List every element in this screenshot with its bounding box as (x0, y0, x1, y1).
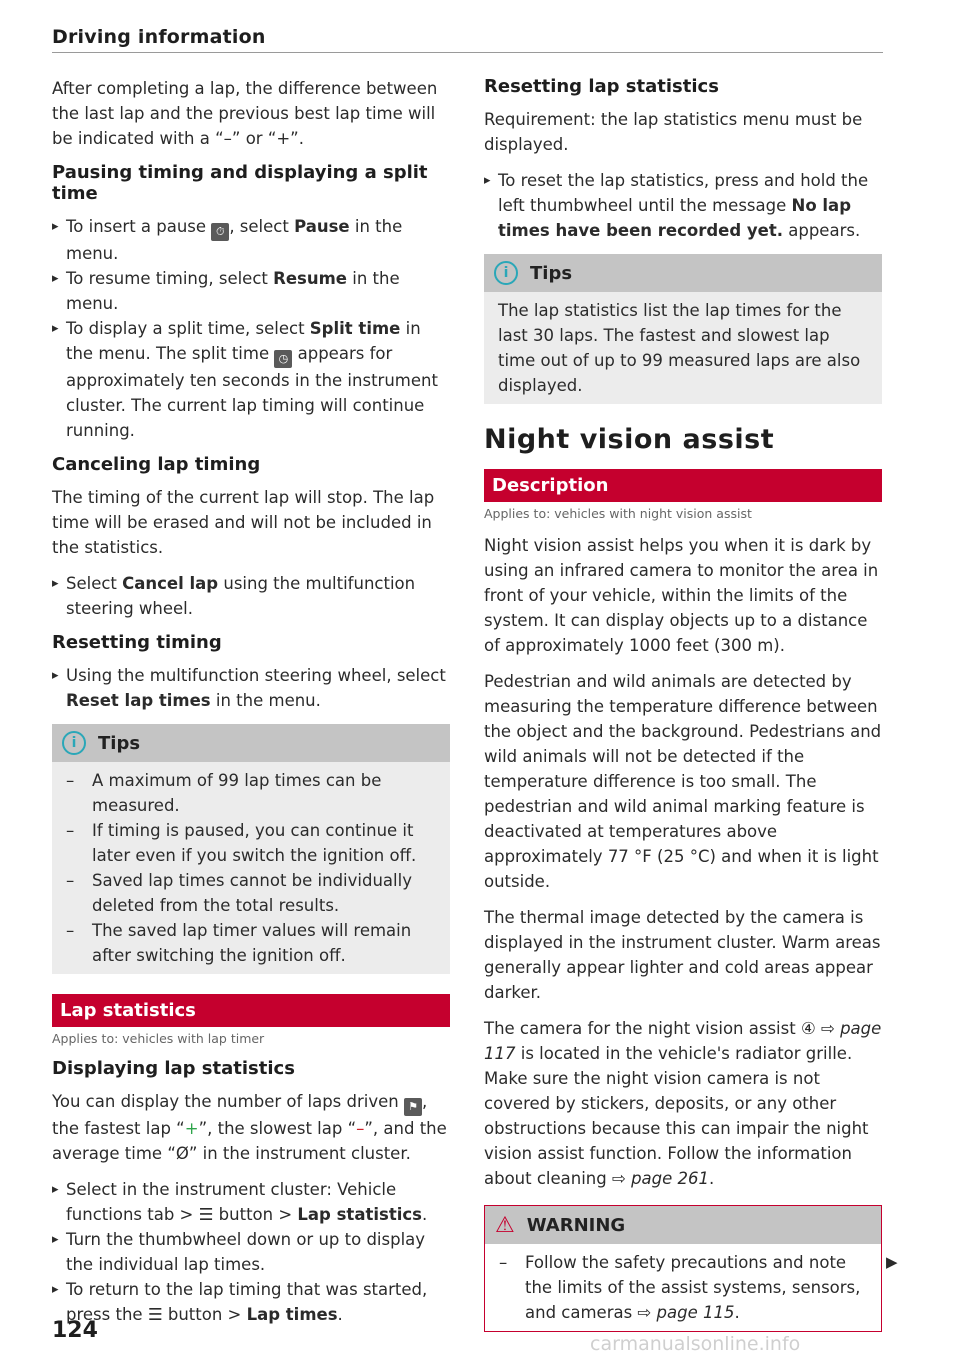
warning-item: – Follow the safety precautions and note the limits of the assist systems, sensors, and cameras ⇨ page 115. (499, 1250, 869, 1325)
lap-statistics-bar: Lap statistics (52, 994, 450, 1027)
cancel-steps (52, 571, 450, 621)
night-paragraph-2: Pedestrian and wild animals are detected by measuring the temperature difference between the object and the background. Pedestrians and wild animals will not be detected if the temperature difference is too small. The pedestrian and wild animal marking feature is deactivated at temperatures above approximately 77 °F (25 °C) and when it is light outside. (484, 672, 882, 891)
pause-steps (52, 214, 450, 443)
info-icon: i (494, 261, 518, 285)
tips-box (484, 254, 882, 404)
reset-stats-heading: Resetting lap statistics (484, 76, 719, 97)
running-header: Driving information (52, 26, 266, 48)
menu-icon: ☰ (147, 1305, 163, 1324)
pause-heading: Pausing timing and displaying a split time (52, 162, 428, 204)
applies-note: Applies to: vehicles with lap timer (52, 1031, 265, 1046)
header-divider (52, 52, 883, 53)
split-time-icon: ◷ (274, 350, 292, 368)
stats-steps (52, 1177, 450, 1327)
warning-box (484, 1205, 882, 1332)
step-pause: ▸ To insert a pause ⏱ , select Pause in the menu. (52, 214, 450, 266)
intro-paragraph: After completing a lap, the difference between the last lap and the previous best lap time will be indicated with a “–” or “+”. (52, 79, 438, 148)
page-reference-link[interactable]: page 115 (656, 1303, 735, 1322)
display-stats-heading: Displaying lap statistics (52, 1058, 295, 1079)
step-select-stats: ▸ Select in the instrument cluster: Vehicle functions tab > ☰ button > Lap statistics. (52, 1177, 450, 1227)
reset-heading: Resetting timing (52, 632, 222, 653)
right-column (484, 76, 882, 1332)
tip-item: – If timing is paused, you can continue it later even if you switch the ignition off. (66, 818, 438, 868)
tip-item: – The saved lap timer values will remain after switching the ignition off. (66, 918, 438, 968)
warning-title: WARNING (526, 1214, 626, 1236)
step-return: ▸ To return to the lap timing that was started, press the ☰ button > Lap times. (52, 1277, 450, 1327)
page-number: 124 (52, 1318, 98, 1343)
tips-header (484, 254, 882, 292)
warning-body (485, 1244, 881, 1331)
info-icon: i (62, 731, 86, 755)
watermark: carmanualsonline.info (590, 1333, 801, 1355)
tips-title: Tips (530, 262, 573, 284)
requirement-paragraph: Requirement: the lap statistics menu must be displayed. (484, 110, 863, 154)
step-thumbwheel: ▸ Turn the thumbwheel down or up to display the individual lap times. (52, 1227, 450, 1277)
display-stats-paragraph: You can display the number of laps driven ⚑ , the fastest lap “+”, the slowest lap “–”, and the average time “Ø” in the instrument cluster. (52, 1092, 447, 1163)
step-reset: ▸ Using the multifunction steering wheel, select Reset lap times in the menu. (52, 663, 450, 713)
flag-icon: ⚑ (404, 1098, 422, 1116)
night-paragraph-1: Night vision assist helps you when it is dark by using an infrared camera to monitor the area in front of your vehicle, within the limits of the system. It can display objects up to a distance of approximately 1000 feet (300 m). (484, 536, 879, 655)
night-paragraph-3: The thermal image detected by the camera is displayed in the instrument cluster. Warm areas generally appear lighter and cold areas appear darker. (484, 908, 881, 1002)
continue-arrow-icon: ▶ (886, 1253, 898, 1271)
left-column (52, 76, 450, 1338)
cancel-paragraph: The timing of the current lap will stop. The lap time will be erased and will not be included in the statistics. (52, 488, 435, 557)
warning-triangle-icon: ⚠ (495, 1212, 515, 1238)
tips-box (52, 724, 450, 974)
tips-header (52, 724, 450, 762)
night-paragraph-4: The camera for the night vision assist ④ ⇨ page 117 is located in the vehicle's radiator grille. Make sure the night vision camera is not covered by stickers, deposits, or any other obstructions because this can impair the night vision assist function. Follow the information about cleaning ⇨ page 261. (484, 1019, 882, 1188)
warning-header (485, 1206, 881, 1244)
step-cancel: ▸ Select Cancel lap using the multifunction steering wheel. (52, 571, 450, 621)
applies-note: Applies to: vehicles with night vision assist (484, 506, 752, 521)
description-bar: Description (484, 469, 882, 502)
reset-steps (52, 663, 450, 713)
tip-item: – Saved lap times cannot be individually deleted from the total results. (66, 868, 438, 918)
page-reference-link[interactable]: page 261 (631, 1169, 710, 1188)
menu-icon: ☰ (198, 1205, 214, 1224)
pause-icon: ⏱ (211, 223, 229, 241)
step-reset-stats: ▸ To reset the lap statistics, press and hold the left thumbwheel until the message No lap times have been recorded yet. appears. (484, 168, 882, 243)
callout-number: ④ (800, 1019, 816, 1038)
tips-title: Tips (98, 732, 141, 754)
tips-body (484, 292, 882, 404)
reset-stats-steps (484, 168, 882, 243)
section-title: Night vision assist (484, 424, 775, 455)
tip-item: – A maximum of 99 lap times can be measured. (66, 768, 438, 818)
step-resume: ▸ To resume timing, select Resume in the menu. (52, 266, 450, 316)
cancel-heading: Canceling lap timing (52, 454, 261, 475)
tip-text: The lap statistics list the lap times for the last 30 laps. The fastest and slowest lap time out of up to 99 measured laps are also displayed. (498, 301, 861, 395)
page-reference-link[interactable]: page 117 (484, 1019, 882, 1063)
tips-body (52, 762, 450, 974)
step-split: ▸ To display a split time, select Split time in the menu. The split time ◷ appears for approximately ten seconds in the instrument cluster. The current lap timing will continue running. (52, 316, 450, 443)
